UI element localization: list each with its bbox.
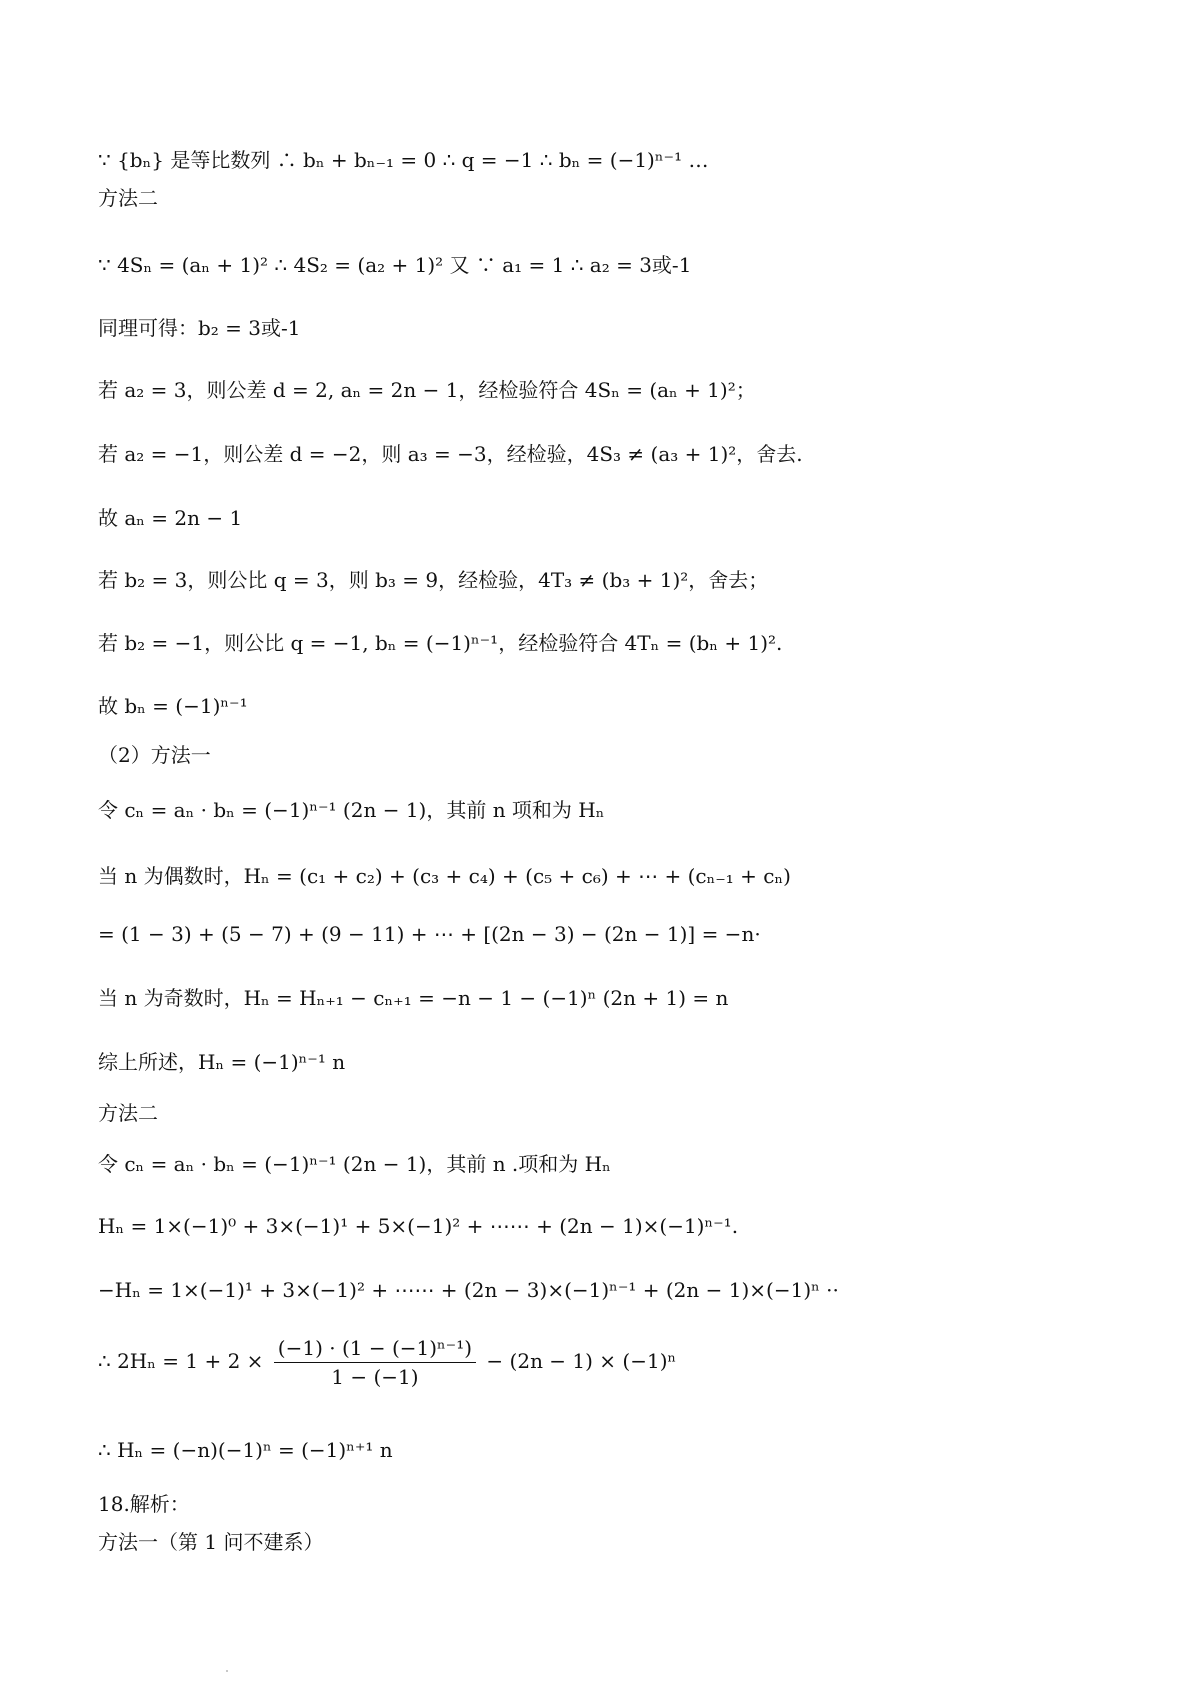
- text-line-10: 故 bₙ = (−1)ⁿ⁻¹: [98, 694, 248, 718]
- fraction-numerator: (−1) · (1 − (−1)ⁿ⁻¹): [274, 1338, 476, 1363]
- scan-speck: [226, 1670, 228, 1672]
- text-line-1: ∵ {bₙ} 是等比数列 ∴ bₙ + bₙ₋₁ = 0 ∴ q = −1 ∴ bₙ = (−1)ⁿ⁻¹ …: [98, 148, 709, 172]
- fraction-suffix: − (2n − 1) × (−1)ⁿ: [486, 1349, 677, 1373]
- text-line-6: 若 a₂ = −1，则公差 d = −2，则 a₃ = −3，经检验，4S₃ ≠ (a₃ + 1)²，舍去.: [98, 442, 803, 466]
- text-line-12: 令 cₙ = aₙ · bₙ = (−1)ⁿ⁻¹ (2n − 1)，其前 n 项和为 Hₙ: [98, 798, 605, 822]
- text-line-24: 方法一（第 1 问不建系）: [98, 1530, 324, 1554]
- text-line-2: 方法二: [98, 186, 158, 210]
- text-line-14: = (1 − 3) + (5 − 7) + (9 − 11) + ⋯ + [(2n − 3) − (2n − 1)] = −n·: [98, 922, 761, 946]
- text-line-4: 同理可得：b₂ = 3或-1: [98, 316, 301, 340]
- text-line-15: 当 n 为奇数时，Hₙ = Hₙ₊₁ − cₙ₊₁ = −n − 1 − (−1)ⁿ (2n + 1) = n: [98, 986, 729, 1010]
- text-line-3: ∵ 4Sₙ = (aₙ + 1)² ∴ 4S₂ = (a₂ + 1)² 又 ∵ a₁ = 1 ∴ a₂ = 3或-1: [98, 253, 692, 277]
- text-line-13: 当 n 为偶数时，Hₙ = (c₁ + c₂) + (c₃ + c₄) + (c₅ + c₆) + ⋯ + (cₙ₋₁ + cₙ): [98, 864, 791, 888]
- text-line-20: −Hₙ = 1×(−1)¹ + 3×(−1)² + ⋯⋯ + (2n − 3)×(−1)ⁿ⁻¹ + (2n − 1)×(−1)ⁿ ··: [98, 1278, 839, 1302]
- fraction-denominator: 1 − (−1): [331, 1365, 419, 1389]
- text-line-11: （2）方法一: [98, 743, 211, 767]
- text-line-8: 若 b₂ = 3，则公比 q = 3，则 b₃ = 9，经检验，4T₃ ≠ (b₃ + 1)²，舍去；: [98, 568, 769, 592]
- text-line-16: 综上所述，Hₙ = (−1)ⁿ⁻¹ n: [98, 1050, 346, 1074]
- text-line-9: 若 b₂ = −1，则公比 q = −1, bₙ = (−1)ⁿ⁻¹，经检验符合 4Tₙ = (bₙ + 1)².: [98, 631, 783, 655]
- text-line-21: [98, 1338, 676, 1387]
- text-line-5: 若 a₂ = 3，则公差 d = 2, aₙ = 2n − 1，经检验符合 4Sₙ = (aₙ + 1)²；: [98, 378, 756, 402]
- text-line-7: 故 aₙ = 2n − 1: [98, 506, 243, 530]
- fraction-prefix: ∴ 2Hₙ = 1 + 2 ×: [98, 1349, 264, 1373]
- text-line-22: ∴ Hₙ = (−n)(−1)ⁿ = (−1)ⁿ⁺¹ n: [98, 1438, 393, 1462]
- text-line-18: 令 cₙ = aₙ · bₙ = (−1)ⁿ⁻¹ (2n − 1)，其前 n .项和为 Hₙ: [98, 1152, 611, 1176]
- fraction: [274, 1338, 476, 1387]
- text-line-17: 方法二: [98, 1101, 158, 1125]
- text-line-19: Hₙ = 1×(−1)⁰ + 3×(−1)¹ + 5×(−1)² + ⋯⋯ + (2n − 1)×(−1)ⁿ⁻¹.: [98, 1214, 739, 1238]
- section-heading-18: 18.解析：: [98, 1492, 190, 1516]
